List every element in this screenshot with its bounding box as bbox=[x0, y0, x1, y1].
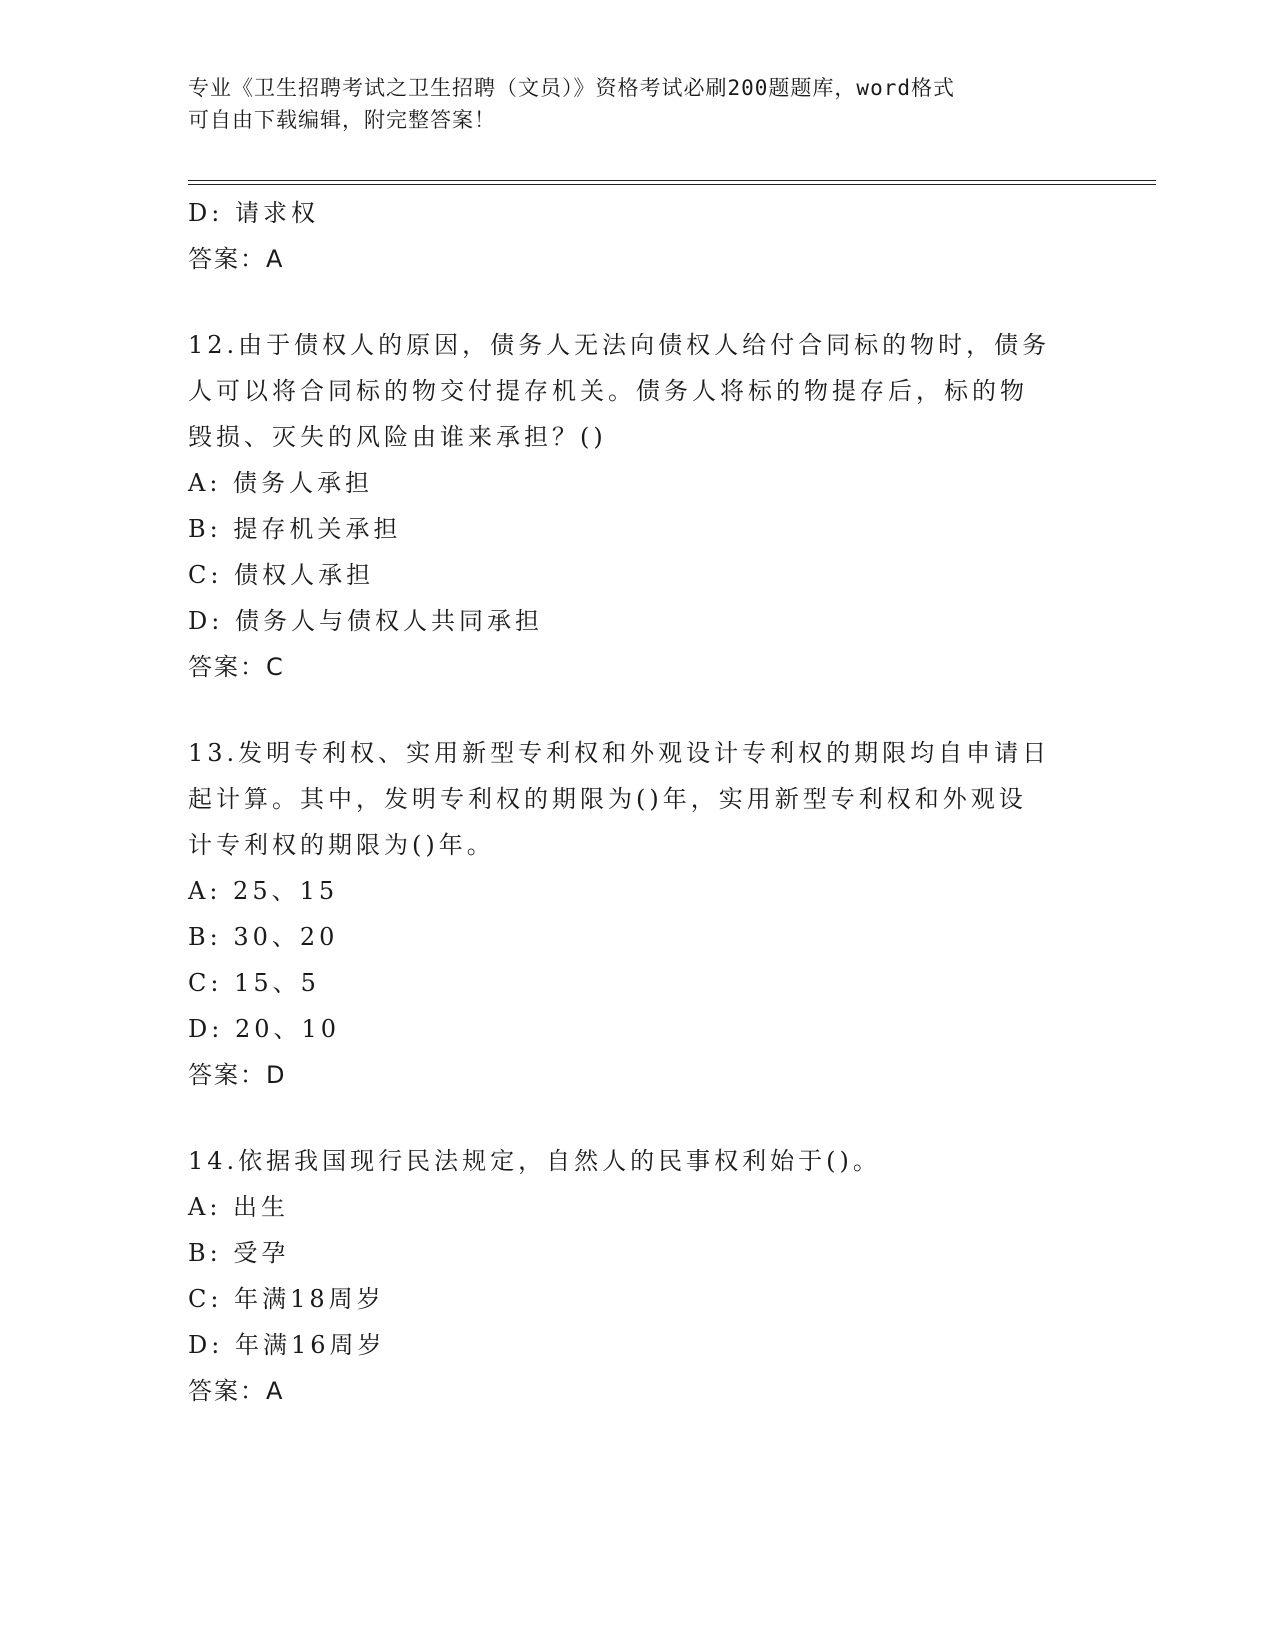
option-d: D: 债务人与债权人共同承担 bbox=[188, 607, 543, 635]
answer-line: 答案：A bbox=[188, 1377, 285, 1405]
option-b: B: 30、20 bbox=[188, 923, 339, 951]
question-14 bbox=[188, 1138, 1088, 1414]
header-line-2: 可自由下载编辑，附完整答案！ bbox=[188, 108, 496, 132]
option-b: B: 提存机关承担 bbox=[188, 515, 402, 543]
option-a: A: 出生 bbox=[188, 1193, 290, 1221]
document-body bbox=[188, 190, 1088, 1414]
answer-line: 答案：C bbox=[188, 653, 285, 681]
question-text-line: 14.依据我国现行民法规定，自然人的民事权利始于()。 bbox=[188, 1147, 881, 1175]
header-divider-top bbox=[188, 180, 1156, 181]
option-d: D: 20、10 bbox=[188, 1015, 341, 1043]
question-13 bbox=[188, 730, 1088, 1098]
option-a: A: 债务人承担 bbox=[188, 469, 374, 497]
question-text-line: 毁损、灭失的风险由谁来承担？() bbox=[188, 423, 607, 451]
question-text-line: 人可以将合同标的物交付提存机关。债务人将标的物提存后，标的物 bbox=[188, 377, 1028, 405]
document-header bbox=[188, 72, 1068, 136]
option-c: C: 年满18周岁 bbox=[188, 1285, 385, 1313]
option-b: B: 受孕 bbox=[188, 1239, 290, 1267]
answer-line: 答案：D bbox=[188, 1061, 287, 1089]
question-text-line: 13.发明专利权、实用新型专利权和外观设计专利权的期限均自申请日 bbox=[188, 739, 1051, 767]
question-12 bbox=[188, 322, 1088, 690]
option-c: C: 15、5 bbox=[188, 969, 320, 997]
question-text-line: 12.由于债权人的原因，债务人无法向债权人给付合同标的物时，债务 bbox=[188, 331, 1051, 359]
option-d: D: 请求权 bbox=[188, 199, 319, 227]
option-c: C: 债权人承担 bbox=[188, 561, 375, 589]
header-divider-bottom bbox=[188, 184, 1156, 185]
option-d: D: 年满16周岁 bbox=[188, 1331, 386, 1359]
carryover-block bbox=[188, 190, 1088, 282]
header-line-1: 专业《卫生招聘考试之卫生招聘（文员）》资格考试必刷200题题库，word格式 bbox=[188, 76, 955, 100]
question-text-line: 起计算。其中，发明专利权的期限为()年，实用新型专利权和外观设 bbox=[188, 785, 1027, 813]
answer-line: 答案：A bbox=[188, 245, 285, 273]
option-a: A: 25、15 bbox=[188, 877, 339, 905]
question-text-line: 计专利权的期限为()年。 bbox=[188, 831, 495, 859]
